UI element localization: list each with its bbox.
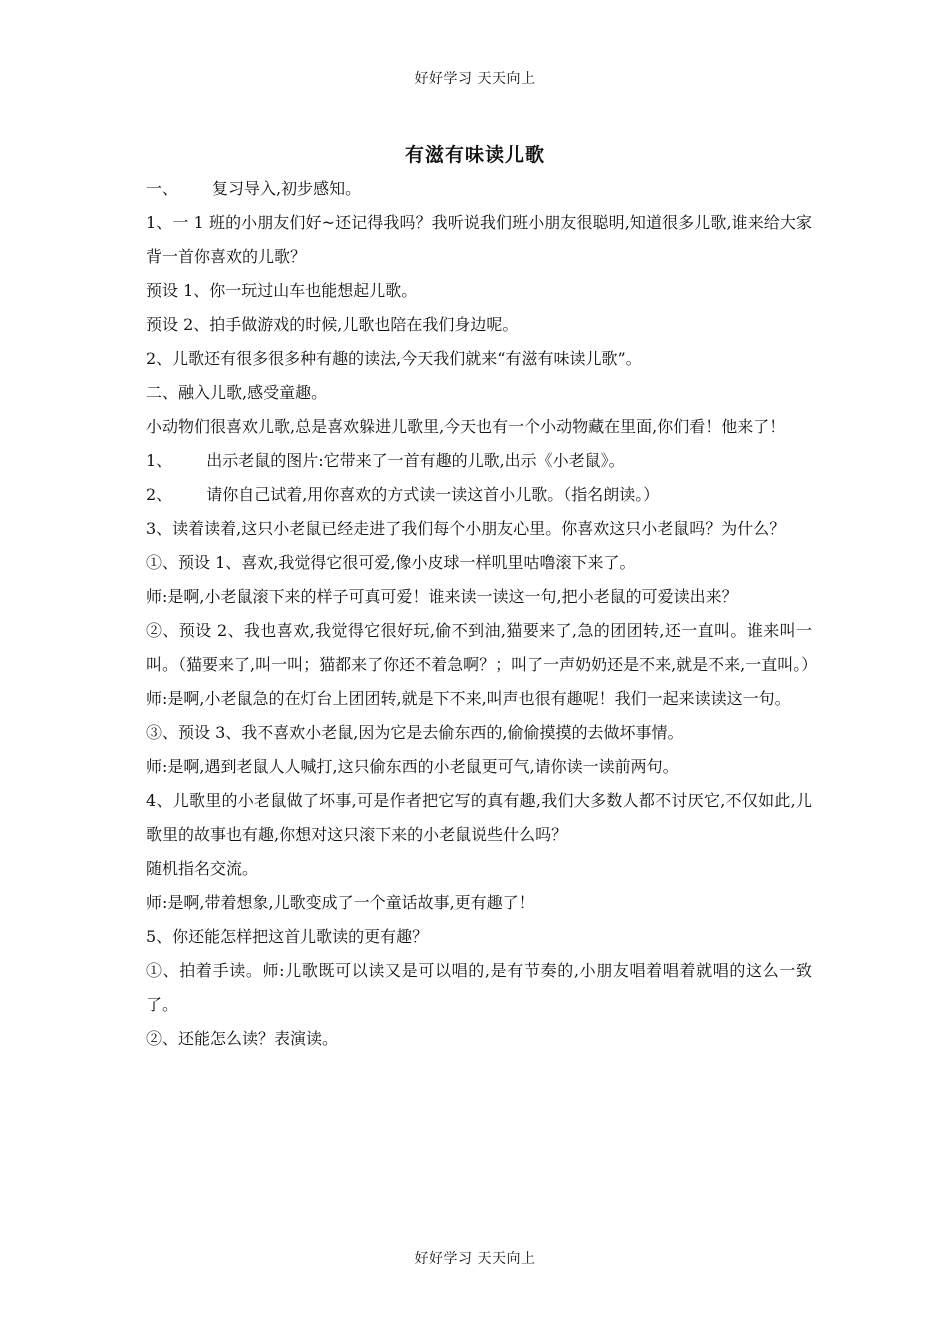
- paragraph: ①、预设 1、喜欢,我觉得它很可爱,像小皮球一样叽里咕噜滚下来了。: [146, 553, 636, 572]
- list-number: 一、: [146, 179, 179, 198]
- document-title: 有滋有味读儿歌: [404, 144, 545, 166]
- paragraph: 师:是啊,带着想象,儿歌变成了一个童话故事,更有趣了！: [146, 893, 535, 912]
- paragraph: 1、一 1 班的小朋友们好~还记得我吗？我听说我们班小朋友很聪明,知道很多儿歌,谁来给大家背一首你喜欢的儿歌？: [146, 213, 812, 266]
- paragraph: 预设 1、你一玩过山车也能想起儿歌。: [146, 281, 418, 300]
- paragraph: 5、你还能怎样把这首儿歌读的更有趣？: [146, 927, 429, 946]
- paragraph: 4、儿歌里的小老鼠做了坏事,可是作者把它写的真有趣,我们大多数人都不讨厌它,不仅如此,儿歌里的故事也有趣,你想对这只滚下来的小老鼠说些什么吗？: [146, 791, 812, 844]
- paragraph: 师:是啊,遇到老鼠人人喊打,这只偷东西的小老鼠更可气,请你读一读前两句。: [146, 757, 679, 776]
- paragraph-text: 出示老鼠的图片:它带来了一首有趣的儿歌,出示《小老鼠》。: [206, 451, 625, 470]
- paragraph: [146, 172, 812, 206]
- list-number: 2、: [146, 485, 173, 504]
- paragraph: [146, 444, 812, 478]
- paragraph: 3、读着读着,这只小老鼠已经走进了我们每个小朋友心里。你喜欢这只小老鼠吗？为什么？: [146, 519, 786, 538]
- paragraph: 师:是啊,小老鼠急的在灯台上团团转,就是下不来,叫声也很有趣呢！我们一起来读读这一句。: [146, 689, 791, 708]
- paragraph: 二、融入儿歌,感受童趣。: [146, 383, 328, 402]
- paragraph: 小动物们很喜欢儿歌,总是喜欢躲进儿歌里,今天也有一个小动物藏在里面,你们看！他来了！: [146, 417, 786, 436]
- list-number: 1、: [146, 451, 173, 470]
- paragraph: 预设 2、拍手做游戏的时候,儿歌也陪在我们身边呢。: [146, 315, 519, 334]
- paragraph: [146, 478, 812, 512]
- paragraph: ②、还能怎么读？表演读。: [146, 1029, 339, 1048]
- document-body: [146, 172, 818, 1056]
- paragraph: ②、预设 2、我也喜欢,我觉得它很好玩,偷不到油,猫要来了,急的团团转,还一直叫。谁来叫一叫。（猫要来了,叫一叫；猫都来了你还不着急啊？；叫了一声奶奶还是不来,就是不来,一直叫。）: [146, 621, 818, 674]
- page-header: 好好学习 天天向上: [414, 71, 536, 87]
- page-footer: 好好学习 天天向上: [414, 1251, 536, 1267]
- paragraph: ③、预设 3、我不喜欢小老鼠,因为它是去偷东西的,偷偷摸摸的去做坏事情。: [146, 723, 684, 742]
- paragraph: ①、拍着手读。师:儿歌既可以读又是可以唱的,是有节奏的,小朋友唱着唱着就唱的这么一致了。: [146, 961, 812, 1014]
- paragraph: 随机指名交流。: [146, 859, 259, 878]
- paragraph: 师:是啊,小老鼠滚下来的样子可真可爱！谁来读一读这一句,把小老鼠的可爱读出来？: [146, 587, 738, 606]
- paragraph-text: 请你自己试着,用你喜欢的方式读一读这首小儿歌。（指名朗读。）: [206, 485, 660, 504]
- paragraph-text: 复习导入,初步感知。: [212, 179, 362, 198]
- paragraph: 2、儿歌还有很多很多种有趣的读法,今天我们就来“有滋有味读儿歌”。: [146, 349, 642, 368]
